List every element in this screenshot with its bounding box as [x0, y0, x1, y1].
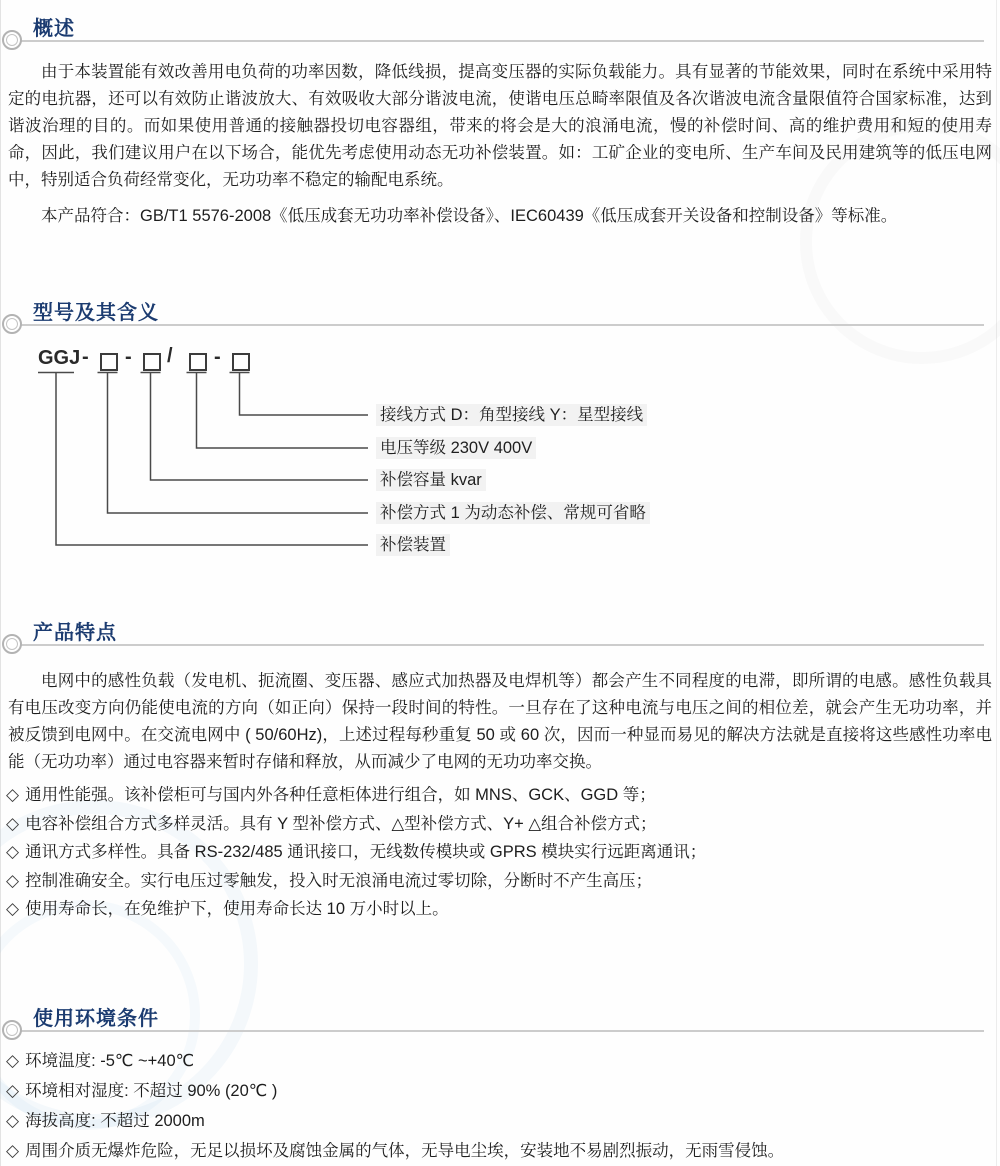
page-left-edge	[0, 0, 1, 1166]
section-title-environment: 使用环境条件	[33, 1008, 159, 1030]
feature-text: 控制准确安全。实行电压过零触发，投入时无浪涌电流过零切除，分断时不产生高压；	[25, 871, 653, 890]
feature-item	[6, 895, 994, 924]
section-header-model	[0, 296, 1000, 348]
model-label-wiring: 接线方式 D：角型接线 Y：星型接线	[376, 404, 647, 426]
section-rule	[13, 40, 984, 42]
model-placeholder-box	[232, 353, 250, 371]
model-placeholder-box	[189, 353, 207, 371]
model-separator: -	[82, 346, 89, 368]
environment-item	[6, 1136, 994, 1166]
diamond-bullet-icon: ◇	[6, 785, 20, 804]
model-separator: -	[214, 346, 221, 368]
model-placeholder-box	[100, 353, 118, 371]
environment-item	[6, 1046, 994, 1076]
page-right-edge	[996, 0, 997, 1166]
model-separator: -	[125, 346, 132, 368]
ring-bullet-icon	[2, 1020, 22, 1040]
diamond-bullet-icon: ◇	[6, 1081, 20, 1100]
feature-text: 通用性能强。该补偿柜可与国内外各种任意柜体进行组合，如 MNS、GCK、GGD 等；	[25, 786, 656, 804]
feature-text: 使用寿命长，在免维护下，使用寿命长达 10 万小时以上。	[25, 900, 449, 918]
ring-bullet-icon	[2, 634, 22, 654]
model-code-diagram	[0, 345, 1000, 560]
section-title-features: 产品特点	[33, 622, 117, 644]
environment-item	[6, 1106, 994, 1136]
ring-bullet-icon	[2, 30, 22, 50]
environment-text: 环境相对湿度: 不超过 90% (20℃ )	[25, 1082, 278, 1100]
diamond-bullet-icon: ◇	[6, 1141, 20, 1160]
overview-paragraph-2: 本产品符合：GB/T1 5576-2008《低压成套无功功率补偿设备》、IEC60439《低压成套开关设备和控制设备》等标准。	[41, 207, 898, 225]
diamond-bullet-icon: ◇	[6, 842, 20, 861]
diamond-bullet-icon: ◇	[6, 1051, 20, 1070]
model-separator: /	[167, 345, 173, 367]
diamond-bullet-icon: ◇	[6, 813, 20, 833]
overview-paragraph-1: 由于本装置能有效改善用电负荷的功率因数，降低线损，提高变压器的实际负载能力。具有显著的节能效果，同时在系统中采用特定的电抗器，还可以有效防止谐波放大、有效吸收大部分谐波电流，使谐电压总畸率限值及各次谐波电流含量限值符合国家标准，达到谐波治理的目的。而如果使用普通的接触器投切电容器组，带来的将会是大的浪涌电流，慢的补偿时间、高的维护费用和短的使用寿命，因此，我们建议用户在以下场合，能优先考虑使用动态无功补偿装置。如：工矿企业的变电所、生产车间及民用建筑等的低压电网中，特别适合负荷经常变化，无功功率不稳定的输配电系统。	[8, 63, 992, 189]
diamond-bullet-icon: ◇	[6, 1111, 20, 1130]
diamond-bullet-icon: ◇	[6, 870, 20, 890]
model-label-comp-mode: 补偿方式 1 为动态补偿、常规可省略	[376, 502, 650, 524]
model-label-voltage: 电压等级 230V 400V	[376, 437, 536, 459]
model-placeholder-box	[143, 353, 161, 371]
model-label-comp-device: 补偿装置	[376, 534, 450, 556]
feature-text: 通讯方式多样性。具备 RS-232/485 通讯接口，无线数传模块或 GPRS 模块实行远距离通讯；	[25, 843, 707, 861]
environment-text: 周围介质无爆炸危险，无足以损坏及腐蚀金属的气体，无导电尘埃，安装地不易剧烈振动，无雨雪侵蚀。	[25, 1142, 785, 1160]
feature-text: 电容补偿组合方式多样灵活。具有 Y 型补偿方式、△型补偿方式、Y+ △组合补偿方式；	[25, 814, 657, 833]
section-header-features	[0, 616, 1000, 668]
ring-bullet-icon	[2, 314, 22, 334]
features-paragraph: 电网中的感性负载（发电机、扼流圈、变压器、感应式加热器及电焊机等）都会产生不同程度的电滞，即所谓的电感。感性负载具有电压改变方向仍能使电流的方向（如正向）保持一段时间的特性。一旦存在了这种电流与电压之间的相位差，就会产生无功功率，并被反馈到电网中。在交流电网中 ( 50/60Hz)，上述过程每秒重复 50 或 60 次，因而一种显而易见的解决方法就是直接将这些感性功率电能（无功功率）通过电容器来暂时存储和释放，从而减少了电网的无功功率交换。	[8, 672, 992, 771]
section-header-overview	[0, 12, 1000, 64]
section-title-overview: 概述	[33, 18, 75, 40]
section-title-model: 型号及其含义	[33, 302, 159, 324]
model-label-capacity: 补偿容量 kvar	[376, 469, 486, 491]
environment-item	[6, 1076, 994, 1106]
diamond-bullet-icon: ◇	[6, 899, 20, 918]
features-bullet-list	[6, 781, 994, 924]
feature-item	[6, 810, 994, 839]
environment-text: 海拔高度: 不超过 2000m	[25, 1112, 205, 1130]
feature-item	[6, 867, 994, 896]
feature-item	[6, 838, 994, 867]
section-rule	[13, 644, 984, 646]
environment-text: 环境温度: -5℃ ~+40℃	[25, 1052, 195, 1070]
environment-bullet-list	[6, 1046, 994, 1166]
feature-item	[6, 781, 994, 810]
model-prefix: GGJ	[38, 347, 81, 369]
